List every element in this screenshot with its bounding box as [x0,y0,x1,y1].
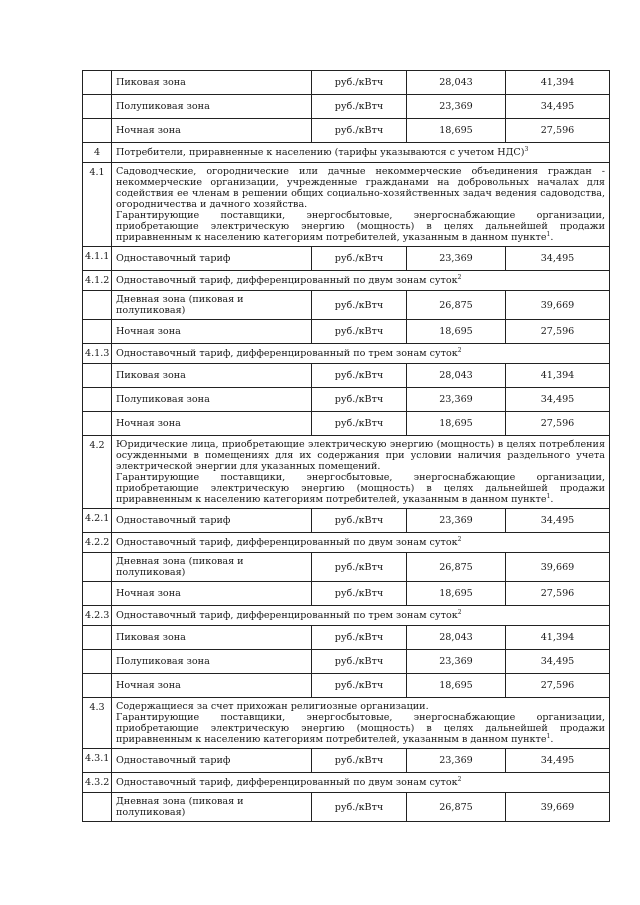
value-first-half [407,247,506,271]
tariff-row [83,650,610,674]
row-number [83,582,112,606]
value-second-half-text: 39,669 [540,299,575,311]
section-header-row [83,143,610,163]
tariff-label [112,793,312,822]
tariff-label-text: Полупиковая зона [116,394,210,405]
unit-cell-text: руб./кВтч [334,801,384,813]
tariff-row [83,71,610,95]
tariff-row [83,320,610,344]
value-second-half-text: 27,596 [540,418,575,429]
row-number-text: 4.2.2 [85,537,110,548]
unit-cell-text: руб./кВтч [334,394,384,405]
section-header-row [83,773,610,793]
value-second-half [506,674,610,698]
value-second-half-text: 34,495 [540,253,575,264]
tariff-label [112,364,312,388]
value-second-half [506,320,610,344]
value-first-half [407,119,506,143]
unit-cell [312,509,407,533]
row-number [83,95,112,119]
value-first-half-text: 26,875 [439,299,473,311]
section-header-text: Одноставочный тариф, дифференцированный по двум зонам суток [116,537,458,548]
row-number-text: 4.1.2 [85,275,110,286]
unit-cell [312,320,407,344]
row-number-text: 4.3 [89,702,105,713]
description-row [83,698,610,749]
row-number [83,163,112,247]
footnote-marker: 1 [546,492,551,500]
unit-cell [312,388,407,412]
value-first-half [407,71,506,95]
value-first-half-text: 18,695 [439,680,473,691]
value-first-half-text: 26,875 [439,801,473,813]
tariff-row [83,388,610,412]
value-first-half-text: 26,875 [439,561,473,573]
tariff-label-text: Дневная зона (пиковая и полупиковая) [116,294,244,316]
row-number-text: 4.1 [89,167,105,178]
tariff-label [112,320,312,344]
row-number [83,436,112,509]
unit-cell-text: руб./кВтч [334,632,384,643]
tariff-row [83,291,610,320]
tariff-label [112,388,312,412]
section-header-text: Одноставочный тариф, дифференцированный по трем зонам суток [116,610,458,621]
value-first-half-text: 23,369 [439,515,473,526]
unit-cell [312,364,407,388]
value-first-half [407,412,506,436]
tariff-label-text: Пиковая зона [116,77,186,88]
value-second-half [506,247,610,271]
description-paragraph: Содержащиеся за счет прихожан религиозные организации. [116,701,429,712]
value-first-half-text: 18,695 [439,326,473,337]
unit-cell-text: руб./кВтч [334,101,384,112]
section-header [112,533,610,553]
row-number [83,674,112,698]
footnote-marker: 1 [546,230,551,238]
tariff-row [83,582,610,606]
tariff-label-text: Пиковая зона [116,370,186,381]
footnote-marker: 3 [524,145,529,153]
supplier-note: Гарантирующие поставщики, энергосбытовые, энергоснабжающие организации, приобретающие электрическую энергию (мощность) в целях дальнейшей продажи приравненным к населению категориям потребителей, указанным в данном пункте$^1$. [116,210,605,243]
supplier-note-text: Гарантирующие поставщики, энергосбытовые, энергоснабжающие организации, приобретающие электрическую энергию (мощность) в целях дальнейшей продажи приравненным к населению категориям потребителей, указанным в данном пункте [116,712,605,745]
row-number [83,247,112,271]
row-number-text: 4.3.2 [85,777,110,788]
tariff-label [112,674,312,698]
row-number [83,71,112,95]
value-first-half [407,650,506,674]
section-header [112,271,610,291]
tariff-label-text: Одноставочный тариф [116,755,231,766]
value-second-half-text: 41,394 [540,632,575,643]
unit-cell-text: руб./кВтч [334,125,384,136]
tariff-label [112,95,312,119]
row-number-text: 4 [93,147,101,158]
unit-cell [312,553,407,582]
tariff-label-text: Полупиковая зона [116,101,210,112]
unit-cell-text: руб./кВтч [334,755,384,766]
value-second-half-text: 41,394 [540,370,575,381]
row-number [83,509,112,533]
description-row [83,436,610,509]
section-header-text: Одноставочный тариф, дифференцированный по двум зонам суток [116,275,458,286]
unit-cell-text: руб./кВтч [334,561,384,573]
description-paragraph: Юридические лица, приобретающие электрическую энергию (мощность) в целях потребления осужденными в помещениях для их содержания при условии наличия раздельного учета электрической энергии для указанных помещений. [116,439,605,472]
value-first-half [407,291,506,320]
tariff-label [112,553,312,582]
row-number [83,271,112,291]
supplier-note: Гарантирующие поставщики, энергосбытовые, энергоснабжающие организации, приобретающие электрическую энергию (мощность) в целях дальнейшей продажи приравненным к населению категориям потребителей, указанным в данном пункте$^1$. [116,472,605,505]
tariff-row [83,749,610,773]
value-second-half [506,626,610,650]
value-second-half-text: 34,495 [540,394,575,405]
section-header-row [83,606,610,626]
row-number-text: 4.1.1 [85,251,110,262]
tariff-label [112,650,312,674]
value-first-half-text: 23,369 [439,394,473,405]
section-header-text: Потребители, приравненные к населению (тарифы указываются с учетом НДС) [116,147,525,158]
unit-cell-text: руб./кВтч [334,588,384,599]
row-number [83,412,112,436]
value-second-half [506,119,610,143]
value-first-half-text: 18,695 [439,588,473,599]
unit-cell-text: руб./кВтч [334,656,384,667]
footnote-marker: 2 [457,346,462,354]
tariff-label-text: Ночная зона [116,588,181,599]
unit-cell-text: руб./кВтч [334,418,384,429]
tariff-table-body [83,71,610,822]
row-number [83,698,112,749]
section-header-row [83,344,610,364]
description-row [83,163,610,247]
unit-cell-text: руб./кВтч [334,253,384,264]
tariff-row [83,119,610,143]
unit-cell [312,674,407,698]
row-number [83,388,112,412]
row-number [83,626,112,650]
section-header-row [83,271,610,291]
row-number [83,344,112,364]
category-description [112,163,610,247]
section-header [112,143,610,163]
value-first-half [407,626,506,650]
value-second-half [506,749,610,773]
value-second-half-text: 41,394 [540,77,575,88]
tariff-label [112,626,312,650]
value-second-half [506,553,610,582]
tariff-label [112,119,312,143]
tariff-label [112,582,312,606]
tariff-table [82,70,610,822]
value-second-half-text: 27,596 [540,680,575,691]
unit-cell [312,650,407,674]
value-second-half-text: 34,495 [540,101,575,112]
row-number-text: 4.3.1 [85,753,110,764]
value-first-half [407,320,506,344]
tariff-label-text: Дневная зона (пиковая и полупиковая) [116,796,244,818]
tariff-label-text: Одноставочный тариф [116,253,231,264]
tariff-row [83,553,610,582]
supplier-note-text: Гарантирующие поставщики, энергосбытовые, энергоснабжающие организации, приобретающие электрическую энергию (мощность) в целях дальнейшей продажи приравненным к населению категориям потребителей, указанным в данном пункте [116,210,605,243]
tariff-row [83,674,610,698]
category-description [112,436,610,509]
unit-cell [312,749,407,773]
value-second-half [506,412,610,436]
value-second-half-text: 39,669 [540,561,575,573]
section-header-text: Одноставочный тариф, дифференцированный по трем зонам суток [116,348,458,359]
footnote-marker: 2 [457,535,462,543]
unit-cell [312,291,407,320]
value-second-half-text: 27,596 [540,125,575,136]
unit-cell-text: руб./кВтч [334,299,384,311]
tariff-label [112,71,312,95]
value-first-half [407,95,506,119]
section-header-text: Одноставочный тариф, дифференцированный по двум зонам суток [116,777,458,788]
value-first-half [407,793,506,822]
value-first-half-text: 28,043 [439,77,473,88]
value-second-half [506,95,610,119]
tariff-label-text: Ночная зона [116,326,181,337]
value-first-half-text: 28,043 [439,370,473,381]
row-number [83,320,112,344]
value-first-half-text: 23,369 [439,101,473,112]
section-header [112,606,610,626]
unit-cell-text: руб./кВтч [334,515,384,526]
unit-cell [312,582,407,606]
value-second-half [506,509,610,533]
tariff-label [112,412,312,436]
unit-cell [312,626,407,650]
value-first-half-text: 18,695 [439,418,473,429]
tariff-label-text: Пиковая зона [116,632,186,643]
value-second-half [506,364,610,388]
value-first-half-text: 23,369 [439,253,473,264]
row-number [83,553,112,582]
tariff-row [83,247,610,271]
tariff-row [83,95,610,119]
unit-cell-text: руб./кВтч [334,370,384,381]
value-first-half-text: 18,695 [439,125,473,136]
supplier-note: Гарантирующие поставщики, энергосбытовые, энергоснабжающие организации, приобретающие электрическую энергию (мощность) в целях дальнейшей продажи приравненным к населению категориям потребителей, указанным в данном пункте$^1$. [116,712,605,745]
tariff-row [83,509,610,533]
row-number [83,749,112,773]
row-number [83,606,112,626]
row-number [83,773,112,793]
value-first-half [407,364,506,388]
unit-cell [312,119,407,143]
unit-cell [312,793,407,822]
value-first-half [407,582,506,606]
value-second-half-text: 27,596 [540,326,575,337]
footnote-marker: 2 [457,273,462,281]
value-first-half-text: 28,043 [439,632,473,643]
tariff-label-text: Дневная зона (пиковая и полупиковая) [116,556,244,578]
value-first-half-text: 23,369 [439,755,473,766]
tariff-label [112,509,312,533]
row-number [83,650,112,674]
footnote-marker: 2 [457,608,462,616]
row-number [83,793,112,822]
footnote-marker: 1 [546,732,551,740]
tariff-row [83,412,610,436]
row-number [83,291,112,320]
value-first-half [407,674,506,698]
section-header-row [83,533,610,553]
value-first-half [407,749,506,773]
unit-cell [312,71,407,95]
unit-cell-text: руб./кВтч [334,77,384,88]
value-first-half [407,388,506,412]
value-second-half [506,582,610,606]
tariff-label-text: Ночная зона [116,680,181,691]
row-number [83,143,112,163]
unit-cell [312,95,407,119]
row-number [83,364,112,388]
unit-cell-text: руб./кВтч [334,326,384,337]
value-second-half-text: 34,495 [540,515,575,526]
tariff-row [83,364,610,388]
unit-cell [312,247,407,271]
tariff-label [112,247,312,271]
tariff-label [112,749,312,773]
value-second-half [506,650,610,674]
supplier-note-text: Гарантирующие поставщики, энергосбытовые, энергоснабжающие организации, приобретающие электрическую энергию (мощность) в целях дальнейшей продажи приравненным к населению категориям потребителей, указанным в данном пункте [116,472,605,505]
tariff-row [83,793,610,822]
tariff-label-text: Одноставочный тариф [116,515,231,526]
value-second-half [506,71,610,95]
description-paragraph: Садоводческие, огороднические или дачные некоммерческие объединения граждан - некоммерческие организации, учрежденные гражданами на добровольных началах для содействия ее членам в решении общих социально-хозяйственных задач ведения садоводства, огородничества и дачного хозяйства. [116,166,605,210]
value-first-half-text: 23,369 [439,656,473,667]
row-number [83,533,112,553]
footnote-marker: 2 [457,775,462,783]
value-first-half [407,509,506,533]
row-number-text: 4.1.3 [85,348,110,359]
category-description [112,698,610,749]
row-number-text: 4.2.3 [85,610,110,621]
section-header [112,773,610,793]
value-second-half [506,291,610,320]
row-number [83,119,112,143]
value-second-half-text: 34,495 [540,656,575,667]
tariff-label [112,291,312,320]
unit-cell-text: руб./кВтч [334,680,384,691]
value-second-half-text: 27,596 [540,588,575,599]
unit-cell [312,412,407,436]
tariff-row [83,626,610,650]
value-second-half-text: 39,669 [540,801,575,813]
value-second-half-text: 34,495 [540,755,575,766]
tariff-label-text: Полупиковая зона [116,656,210,667]
row-number-text: 4.2.1 [85,513,110,524]
value-second-half [506,793,610,822]
tariff-label-text: Ночная зона [116,125,181,136]
tariff-document-page [82,70,610,822]
section-header [112,344,610,364]
row-number-text: 4.2 [89,440,105,451]
value-second-half [506,388,610,412]
value-first-half [407,553,506,582]
tariff-label-text: Ночная зона [116,418,181,429]
